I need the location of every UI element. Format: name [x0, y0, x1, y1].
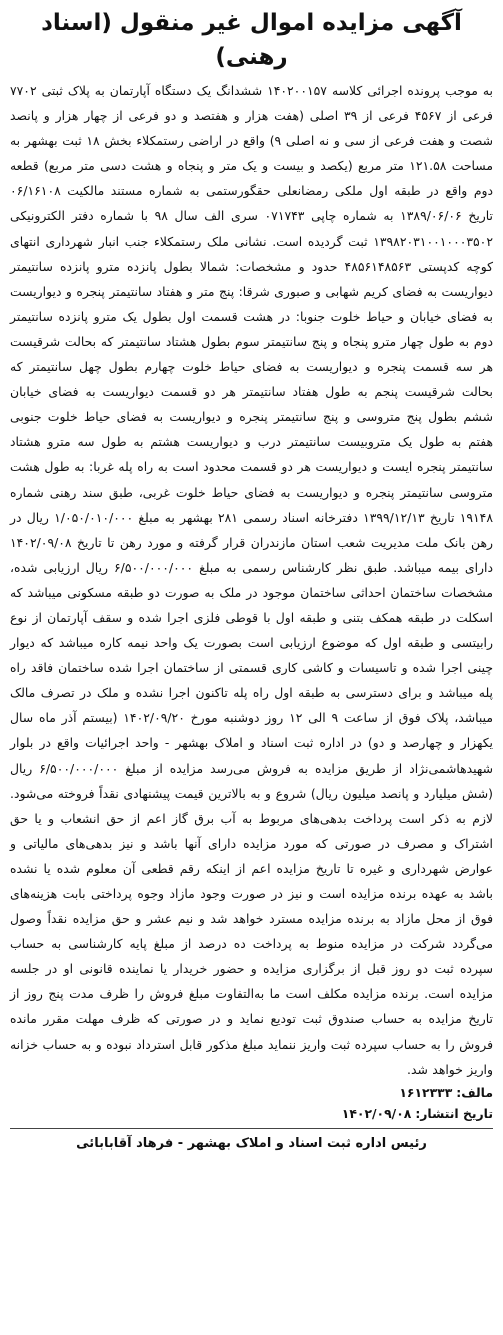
- publish-date-row: [10, 1103, 493, 1124]
- publish-date-value: ۱۴۰۲/۰۹/۰۸: [341, 1105, 412, 1121]
- signature-divider: [10, 1128, 493, 1129]
- file-number-label: مالف:: [456, 1084, 493, 1100]
- notice-body: به موجب پرونده اجرائی کلاسه ۱۴۰۲۰۰۱۵۷ ششدانگ یک دستگاه آپارتمان به پلاک ثبتی ۷۷۰۲ فرعی از ۴۵۶۷ فرعی از ۳۹ اصلی (هفت هزار و هفتصد و دو فرعی از چهار هزار و پانصد شصت و هفت فرعی از سی و نه اصلی ۹) واقع در اراضی رستمکلاء بخش ۱۸ ثبت بهشهر به مساحت ۱۲۱.۵۸ متر مربع (یکصد و بیست و یک متر و پنجاه و هشت دسی متر مربع) قطعه دوم واقع در طبقه اول ملکی رمضانعلی حقگورستمی به شماره مستند مالکیت ۰۶/۱۶۱۰۸ تاریخ ۱۳۸۹/۰۶/۰۶ به شماره چاپی ۰۷۱۷۴۳ سری الف سال ۹۸ با شماره دفتر الکترونیکی ۱۳۹۸۲۰۳۱۰۰۱۰۰۰۳۵۰۲ ثبت گردیده است. نشانی ملک رستمکلاء جنب انبار شهرداری انتهای کوچه کدپستی ۴۸۵۶۱۴۸۵۶۳ حدود و مشخصات: شمالا بطول پانزده مترو پانزده سانتیمتر دیواریست به فضای کریم شهابی و صبوری شرقا: پنج متر و هفتاد سانتیمتر پنجره و دیواریست به فضای خیابان و حیاط خلوت جنوبا: در هشت قسمت اول بطول یک مترو پانزده سانتیمتر دوم به طول چهار مترو پنجاه و پنج سانتیمتر سوم بطول هشتاد سانتیمتر که بحالت شرقیست هر سه قسمت پنجره و دیواریست به فضای حیاط خلوت چهارم بطول چهل سانتیمتر که بحالت شرقیست پنجم به طول هفتاد سانتیمتر هر دو قسمت دیواریست به فضای خیابان ششم بطول پنج متروسی و پنج سانتیمتر پنجره و دیواریست به فضای حیاط خلوت جنوبی هفتم به طول یک متروبیست سانتیمتر درب و دیواریست هشتم به طول سه مترو هشتاد سانتیمتر پنجره ایست و دیواریست هر دو قسمت محدود است به راه پله غربا: به طول هشت متروسی سانتیمتر پنجره و دیواریست به فضای حیاط خلوت غربی، طبق سند رهنی شماره ۱۹۱۴۸ تاریخ ۱۳۹۹/۱۲/۱۳ دفترخانه اسناد رسمی ۲۸۱ بهشهر به مبلغ ۱/۰۵۰/۰۱۰/۰۰۰ ریال در رهن بانک ملت مدیریت شعب استان مازندران قرار گرفته و مورد رهن تا تاریخ ۱۴۰۲/۰۹/۰۸ دارای بیمه میباشد. طبق نظر کارشناس رسمی به مبلغ ۶/۵۰۰/۰۰۰/۰۰۰ ریال ارزیابی شده، مشخصات ساختمان احداثی ساختمان موجود در ملک به صورت دو طبقه مسکونی میباشد که اسکلت در طبقه همکف بتنی و طبقه اول با قوطی فلزی اجرا شده و سقف آپارتمان از نوع رابیتسی و طبقه اول که موضوع ارزیابی است بصورت یک واحد نیمه کاره میباشد که دیوار چینی اجرا شده و تاسیسات و کاشی کاری قسمتی از ساختمان اجرا شده ساختمان فاقد راه پله میباشد و برای دسترسی به طبقه اول راه پله تاکنون اجرا نشده و ملک در تصرف مالک میباشد، پلاک فوق از ساعت ۹ الی ۱۲ روز دوشنبه مورخ ۱۴۰۲/۰۹/۲۰ (بیستم آذر ماه سال یکهزار و چهارصد و دو) در اداره ثبت اسناد و املاک بهشهر - واحد اجرائیات واقع در بلوار شهیدهاشمی‌نژاد از طریق مزایده به فروش می‌رسد مزایده از مبلغ ۶/۵۰۰/۰۰۰/۰۰۰ ریال (شش میلیارد و پانصد میلیون ریال) شروع و به بالاترین قیمت پیشنهادی نقداً فروخته می‌شود. لازم به ذکر است پرداخت بدهی‌های مربوط به آب برق گاز اعم از حق انشعاب و یا حق اشتراک و مصرف در صورتی که مورد مزایده دارای آنها باشد و نیز بدهی‌های مالیاتی و عوارض شهرداری و غیره تا تاریخ مزایده اعم از اینکه رقم قطعی آن معلوم شده یا نشده باشد به عهده برنده مزایده است و نیز در صورت وجود مازاد وجوه پرداختی بابت هزینه‌های فوق از محل مازاد به برنده مزایده مسترد خواهد شد و نیم عشر و حق مزایده نقداً وصول می‌گردد شرکت در مزایده منوط به پرداخت ده درصد از مبلغ پایه کارشناسی به حساب سپرده ثبت دو روز قبل از برگزاری مزایده و حضور خریدار یا نماینده قانونی او در جلسه مزایده است. برنده مزایده مکلف است ما به‌التفاوت مبلغ فروش را ظرف مدت پنج روز از تاریخ مزایده به حساب صندوق ثبت تودیع نماید و در صورتی که ظرف مهلت مقرر مانده فروش را به حساب سپرده ثبت واریز ننماید مبلغ مذکور قابل استرداد نبوده و به حساب خزانه واریز خواهد شد.: [10, 83, 494, 1077]
- file-number-row: [10, 1082, 493, 1103]
- file-number-value: ۱۶۱۲۳۳۳: [399, 1084, 453, 1100]
- notice-title: آگهی مزایده اموال غیر منقول (اسناد رهنی): [41, 10, 462, 70]
- signature-line: رئیس اداره ثبت اسناد و املاک بهشهر - فرهاد آقابابائی: [76, 1135, 427, 1151]
- publish-date-label: تاریخ انتشار:: [415, 1105, 493, 1121]
